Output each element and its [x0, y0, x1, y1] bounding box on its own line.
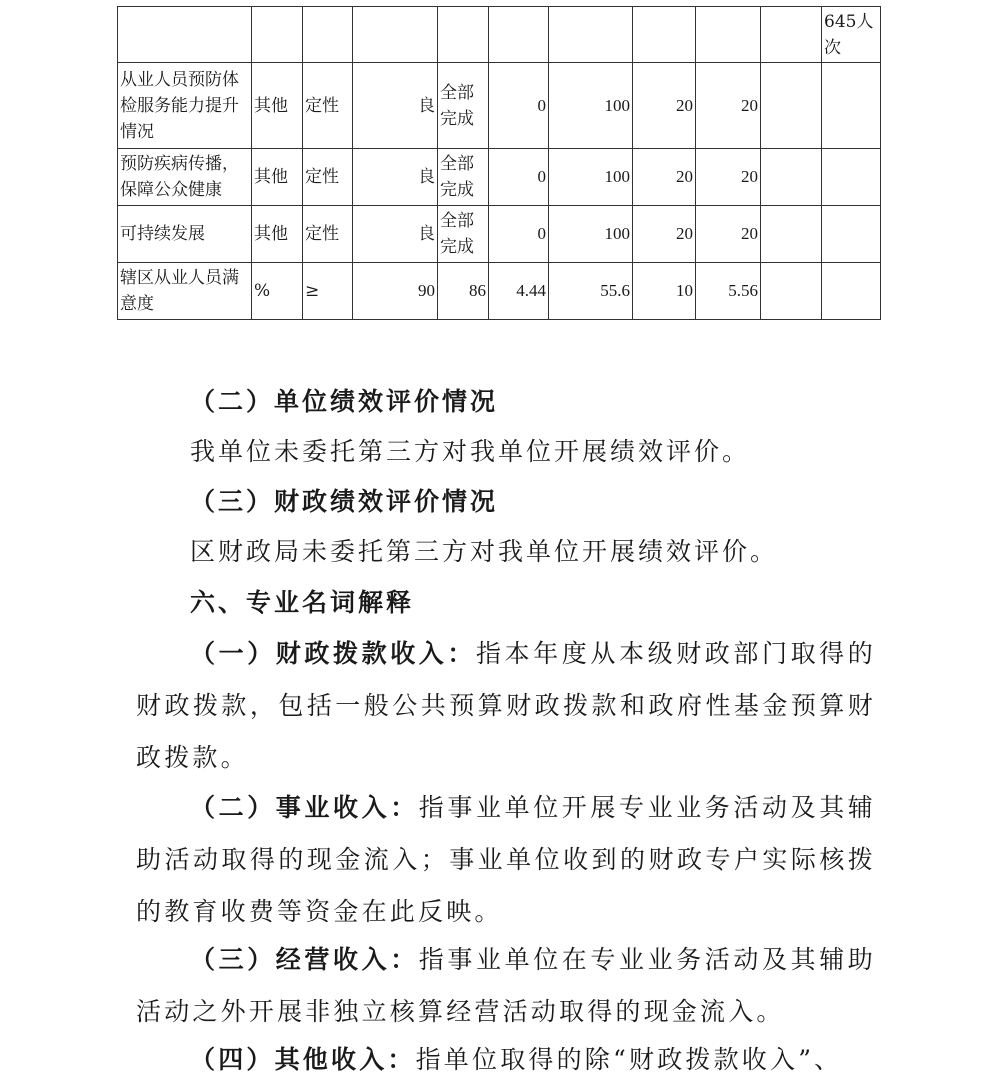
- indicator-name: 预防疾病传播，保障公众健康: [118, 149, 252, 206]
- table-cell: 0: [489, 149, 549, 206]
- table-cell: 0: [489, 63, 549, 149]
- table-cell: [761, 149, 822, 206]
- table-cell: [822, 263, 881, 320]
- table-cell: 其他: [252, 149, 303, 206]
- table-cell: [549, 7, 633, 63]
- unit-eval-text: 我单位未委托第三方对我单位开展绩效评价。: [190, 437, 751, 466]
- table-cell: 100: [549, 206, 633, 263]
- table-cell: 100: [549, 149, 633, 206]
- table-cell: [822, 63, 881, 149]
- table-cell: 全部完成: [438, 149, 489, 206]
- glossary-term: （一）财政拨款收入：: [190, 639, 476, 668]
- table-cell: ≥: [303, 263, 353, 320]
- table-cell: 4.44: [489, 263, 549, 320]
- table-cell: 定性: [303, 149, 353, 206]
- glossary-term: （二）事业收入：: [190, 793, 419, 822]
- table-row: [118, 63, 881, 149]
- fiscal-eval-heading: （三）财政绩效评价情况: [190, 487, 499, 516]
- table-cell: 全部完成: [438, 206, 489, 263]
- glossary-item: [136, 628, 876, 784]
- table-cell: 55.6: [549, 263, 633, 320]
- table-row: [118, 149, 881, 206]
- glossary-definition: 指事业单位在专业业务活动及其辅助活动之外开展非独立核算经营活动取得的现金流入。: [136, 945, 876, 1026]
- table-cell: 0: [489, 206, 549, 263]
- table-cell: 20: [696, 206, 761, 263]
- glossary-item: [136, 1034, 876, 1086]
- table-cell: [761, 206, 822, 263]
- table-cell: 良: [353, 149, 438, 206]
- table-cell: 645人次: [822, 7, 881, 63]
- glossary-definition: 指单位取得的除“财政拨款收入”、: [415, 1045, 843, 1074]
- table-cell: [489, 7, 549, 63]
- glossary-term: （三）经营收入：: [190, 945, 419, 974]
- table-cell: 20: [633, 149, 696, 206]
- table-cell: [633, 7, 696, 63]
- table-cell: 20: [633, 206, 696, 263]
- table-row: [118, 206, 881, 263]
- table-row: [118, 263, 881, 320]
- table-cell: 10: [633, 263, 696, 320]
- table-cell: 定性: [303, 206, 353, 263]
- glossary-item: [136, 782, 876, 938]
- table-cell: [438, 7, 489, 63]
- table-cell: [353, 7, 438, 63]
- indicator-name: 从业人员预防体检服务能力提升情况: [118, 63, 252, 149]
- table-cell: 20: [633, 63, 696, 149]
- table-cell: [761, 7, 822, 63]
- performance-table: [117, 6, 881, 320]
- indicator-name: 辖区从业人员满意度: [118, 263, 252, 320]
- table-cell: [118, 7, 252, 63]
- table-cell: [252, 7, 303, 63]
- table-cell: 20: [696, 149, 761, 206]
- table-cell: 5.56: [696, 263, 761, 320]
- fiscal-eval-text: 区财政局未委托第三方对我单位开展绩效评价。: [190, 537, 779, 566]
- table-cell: [696, 7, 761, 63]
- table-cell: 定性: [303, 63, 353, 149]
- table-cell: 90: [353, 263, 438, 320]
- indicator-name: 可持续发展: [118, 206, 252, 263]
- table-cell: [761, 63, 822, 149]
- table-cell: [303, 7, 353, 63]
- table-cell: 良: [353, 63, 438, 149]
- table-cell: 其他: [252, 63, 303, 149]
- glossary-term: （四）其他收入：: [190, 1045, 416, 1074]
- table-cell: 其他: [252, 206, 303, 263]
- table-cell: 100: [549, 63, 633, 149]
- table-cell: [822, 149, 881, 206]
- table-cell: %: [252, 263, 303, 320]
- glossary-item: [136, 934, 876, 1038]
- glossary-definition: 指事业单位开展专业业务活动及其辅助活动取得的现金流入；事业单位收到的财政专户实际核拨的教育收费等资金在此反映。: [136, 793, 876, 926]
- table-cell: 全部完成: [438, 63, 489, 149]
- table-cell: [761, 263, 822, 320]
- unit-eval-heading: （二）单位绩效评价情况: [190, 387, 499, 416]
- glossary-definition: 指本年度从本级财政部门取得的财政拨款，包括一般公共预算财政拨款和政府性基金预算财政拨款。: [136, 639, 876, 772]
- glossary-heading: 六、专业名词解释: [190, 588, 415, 617]
- table-cell: 20: [696, 63, 761, 149]
- table-row: [118, 7, 881, 63]
- table-cell: 良: [353, 206, 438, 263]
- table-cell: [822, 206, 881, 263]
- table-cell: 86: [438, 263, 489, 320]
